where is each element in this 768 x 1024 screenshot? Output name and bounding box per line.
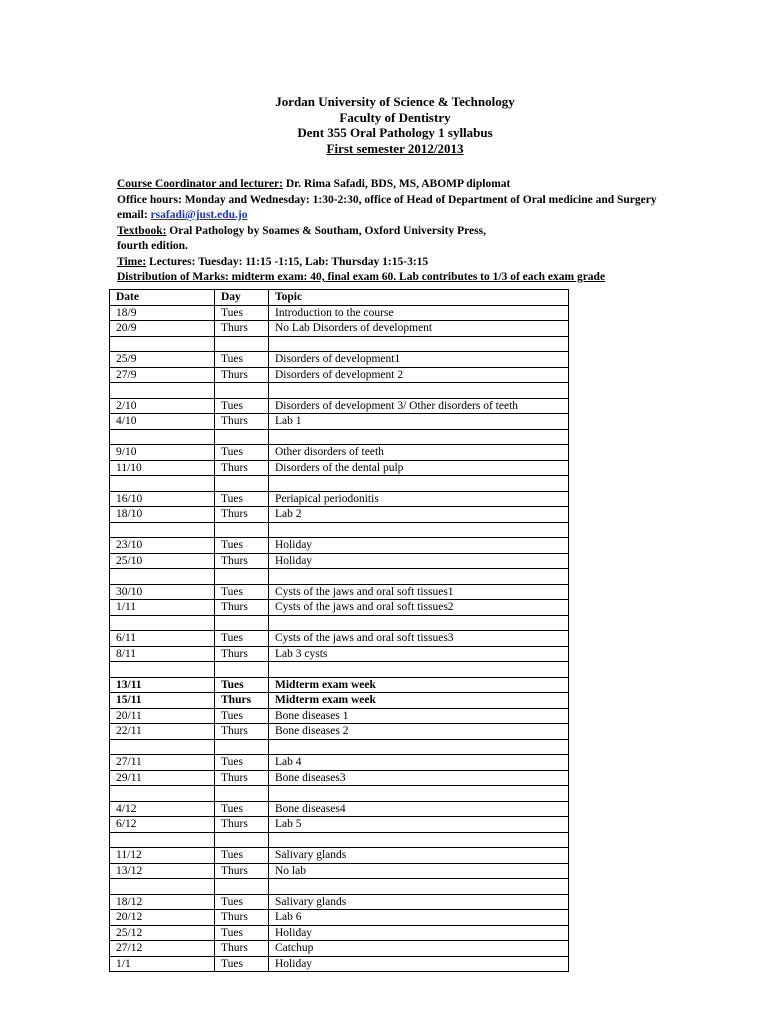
table-row [110, 600, 569, 616]
table-row [110, 832, 569, 848]
cell-day: Thurs [215, 817, 269, 833]
cell-day: Tues [215, 677, 269, 693]
cell-day: Thurs [215, 724, 269, 740]
cell-topic: Other disorders of teeth [269, 445, 569, 461]
cell-date [110, 569, 215, 585]
cell-topic: Introduction to the course [269, 305, 569, 321]
cell-date: 25/9 [110, 352, 215, 368]
cell-topic: Lab 5 [269, 817, 569, 833]
table-row [110, 925, 569, 941]
coordinator-value: Dr. Rima Safadi, BDS, MS, ABOMP diplomat [283, 178, 511, 190]
cell-topic [269, 832, 569, 848]
cell-day: Tues [215, 708, 269, 724]
cell-day [215, 569, 269, 585]
course-info [117, 177, 717, 286]
cell-topic [269, 615, 569, 631]
table-row [110, 414, 569, 430]
table-row [110, 879, 569, 895]
cell-day: Tues [215, 491, 269, 507]
cell-topic: Bone diseases 2 [269, 724, 569, 740]
table-row [110, 724, 569, 740]
coordinator-line [117, 177, 717, 193]
table-row [110, 352, 569, 368]
cell-date: 25/10 [110, 553, 215, 569]
cell-date: 6/11 [110, 631, 215, 647]
cell-date: 29/11 [110, 770, 215, 786]
cell-date: 1/1 [110, 956, 215, 972]
table-row [110, 693, 569, 709]
header-day: Day [215, 290, 269, 306]
cell-date: 27/12 [110, 941, 215, 957]
email-link[interactable]: rsafadi@just.edu.jo [150, 209, 248, 221]
cell-day [215, 383, 269, 399]
cell-topic: Lab 2 [269, 507, 569, 523]
table-row [110, 460, 569, 476]
textbook-line [117, 224, 717, 240]
cell-day: Thurs [215, 770, 269, 786]
cell-topic [269, 383, 569, 399]
table-row [110, 755, 569, 771]
header-topic: Topic [269, 290, 569, 306]
cell-topic: Lab 3 cysts [269, 646, 569, 662]
cell-date: 13/11 [110, 677, 215, 693]
cell-topic: Salivary glands [269, 848, 569, 864]
cell-day: Thurs [215, 553, 269, 569]
cell-topic: Cysts of the jaws and oral soft tissues3 [269, 631, 569, 647]
header-date: Date [110, 290, 215, 306]
cell-date: 20/11 [110, 708, 215, 724]
cell-day [215, 476, 269, 492]
cell-day: Tues [215, 848, 269, 864]
cell-topic: Disorders of development1 [269, 352, 569, 368]
cell-day [215, 522, 269, 538]
table-row [110, 522, 569, 538]
cell-topic: Lab 1 [269, 414, 569, 430]
cell-day: Tues [215, 352, 269, 368]
cell-day [215, 429, 269, 445]
cell-day: Thurs [215, 460, 269, 476]
cell-day: Thurs [215, 507, 269, 523]
cell-date: 22/11 [110, 724, 215, 740]
cell-date: 11/12 [110, 848, 215, 864]
cell-topic: Midterm exam week [269, 693, 569, 709]
cell-date: 15/11 [110, 693, 215, 709]
table-row [110, 677, 569, 693]
table-row [110, 817, 569, 833]
table-row [110, 801, 569, 817]
table-row [110, 429, 569, 445]
cell-day [215, 879, 269, 895]
cell-day [215, 739, 269, 755]
office-hours-line: Office hours: Monday and Wednesday: 1:30-2:30, office of Head of Department of Oral medicine and Surgery [117, 193, 657, 206]
cell-date [110, 383, 215, 399]
cell-date: 13/12 [110, 863, 215, 879]
cell-day: Thurs [215, 414, 269, 430]
cell-topic: Holiday [269, 538, 569, 554]
cell-topic: Catchup [269, 941, 569, 957]
table-row [110, 910, 569, 926]
coordinator-label: Course Coordinator and lecturer: [117, 178, 283, 190]
cell-date: 4/12 [110, 801, 215, 817]
cell-date: 25/12 [110, 925, 215, 941]
cell-date [110, 662, 215, 678]
cell-day: Tues [215, 305, 269, 321]
cell-day: Tues [215, 584, 269, 600]
cell-day: Tues [215, 631, 269, 647]
cell-date: 27/11 [110, 755, 215, 771]
cell-date: 18/10 [110, 507, 215, 523]
cell-day: Thurs [215, 321, 269, 337]
cell-date: 23/10 [110, 538, 215, 554]
cell-day [215, 615, 269, 631]
cell-date: 20/12 [110, 910, 215, 926]
cell-day [215, 832, 269, 848]
cell-date: 8/11 [110, 646, 215, 662]
table-row [110, 383, 569, 399]
table-row [110, 786, 569, 802]
cell-day: Tues [215, 894, 269, 910]
table-row [110, 708, 569, 724]
table-row [110, 305, 569, 321]
cell-topic [269, 786, 569, 802]
table-row [110, 848, 569, 864]
table-row [110, 584, 569, 600]
cell-day: Tues [215, 445, 269, 461]
cell-date: 20/9 [110, 321, 215, 337]
cell-topic: Holiday [269, 553, 569, 569]
cell-topic: Cysts of the jaws and oral soft tissues2 [269, 600, 569, 616]
cell-topic [269, 569, 569, 585]
cell-day: Thurs [215, 941, 269, 957]
document-heading [0, 94, 768, 156]
cell-date: 18/12 [110, 894, 215, 910]
cell-day: Thurs [215, 600, 269, 616]
cell-date: 11/10 [110, 460, 215, 476]
cell-date: 27/9 [110, 367, 215, 383]
course-title: Dent 355 Oral Pathology 1 syllabus [297, 125, 493, 140]
cell-topic: Lab 6 [269, 910, 569, 926]
cell-date [110, 336, 215, 352]
cell-day: Thurs [215, 646, 269, 662]
table-row [110, 398, 569, 414]
table-row [110, 538, 569, 554]
table-row [110, 662, 569, 678]
table-row [110, 367, 569, 383]
cell-topic: Holiday [269, 925, 569, 941]
cell-date [110, 786, 215, 802]
table-row [110, 956, 569, 972]
table-header-row [110, 290, 569, 306]
textbook-edition: fourth edition. [117, 240, 188, 252]
cell-topic: Periapical periodonitis [269, 491, 569, 507]
cell-day: Tues [215, 925, 269, 941]
cell-date [110, 615, 215, 631]
cell-date: 6/12 [110, 817, 215, 833]
cell-day: Tues [215, 956, 269, 972]
time-value: Lectures: Tuesday: 11:15 -1:15, Lab: Thursday 1:15-3:15 [146, 255, 429, 268]
cell-date [110, 879, 215, 895]
cell-topic [269, 739, 569, 755]
table-row [110, 631, 569, 647]
cell-date: 1/11 [110, 600, 215, 616]
cell-day: Tues [215, 755, 269, 771]
cell-topic [269, 336, 569, 352]
table-row [110, 863, 569, 879]
table-row [110, 941, 569, 957]
cell-topic [269, 429, 569, 445]
cell-day [215, 786, 269, 802]
cell-date [110, 832, 215, 848]
cell-day: Tues [215, 538, 269, 554]
cell-day: Thurs [215, 367, 269, 383]
cell-day: Tues [215, 801, 269, 817]
cell-day [215, 662, 269, 678]
cell-date: 2/10 [110, 398, 215, 414]
cell-topic: No Lab Disorders of development [269, 321, 569, 337]
table-row [110, 646, 569, 662]
cell-day [215, 336, 269, 352]
email-line [117, 208, 717, 224]
table-row [110, 615, 569, 631]
cell-date: 9/10 [110, 445, 215, 461]
university-name: Jordan University of Science & Technology [275, 94, 515, 109]
cell-topic: No lab [269, 863, 569, 879]
textbook-label: Textbook: [117, 224, 167, 237]
faculty-name: Faculty of Dentistry [339, 109, 451, 125]
cell-date: 16/10 [110, 491, 215, 507]
cell-topic: Midterm exam week [269, 677, 569, 693]
cell-day: Thurs [215, 910, 269, 926]
cell-topic: Holiday [269, 956, 569, 972]
textbook-value: Oral Pathology by Soames & Southam, Oxford University Press, [166, 224, 486, 237]
table-row [110, 770, 569, 786]
cell-date: 4/10 [110, 414, 215, 430]
marks-line: Distribution of Marks: midterm exam: 40, final exam 60. Lab contributes to 1/3 of each exam grade [117, 271, 606, 283]
cell-day: Thurs [215, 693, 269, 709]
cell-date [110, 522, 215, 538]
cell-date: 30/10 [110, 584, 215, 600]
cell-topic: Bone diseases4 [269, 801, 569, 817]
schedule-table [109, 289, 569, 972]
table-row [110, 739, 569, 755]
cell-date [110, 429, 215, 445]
time-line [117, 255, 717, 271]
cell-date [110, 739, 215, 755]
time-label: Time: [117, 255, 147, 268]
email-label: email: [117, 209, 151, 221]
cell-topic [269, 879, 569, 895]
cell-topic: Lab 4 [269, 755, 569, 771]
table-row [110, 894, 569, 910]
cell-topic: Cysts of the jaws and oral soft tissues1 [269, 584, 569, 600]
cell-topic: Bone diseases 1 [269, 708, 569, 724]
cell-topic [269, 522, 569, 538]
table-row [110, 507, 569, 523]
cell-date: 18/9 [110, 305, 215, 321]
table-row [110, 491, 569, 507]
cell-topic: Disorders of development 2 [269, 367, 569, 383]
cell-day: Tues [215, 398, 269, 414]
cell-topic: Disorders of the dental pulp [269, 460, 569, 476]
cell-topic [269, 476, 569, 492]
table-row [110, 321, 569, 337]
table-row [110, 336, 569, 352]
cell-day: Thurs [215, 863, 269, 879]
table-row [110, 476, 569, 492]
cell-topic: Disorders of development 3/ Other disorders of teeth [269, 398, 569, 414]
table-row [110, 553, 569, 569]
cell-topic: Salivary glands [269, 894, 569, 910]
semester-title: First semester 2012/2013 [326, 140, 464, 156]
table-row [110, 445, 569, 461]
table-row [110, 569, 569, 585]
cell-topic: Bone diseases3 [269, 770, 569, 786]
cell-date [110, 476, 215, 492]
cell-topic [269, 662, 569, 678]
